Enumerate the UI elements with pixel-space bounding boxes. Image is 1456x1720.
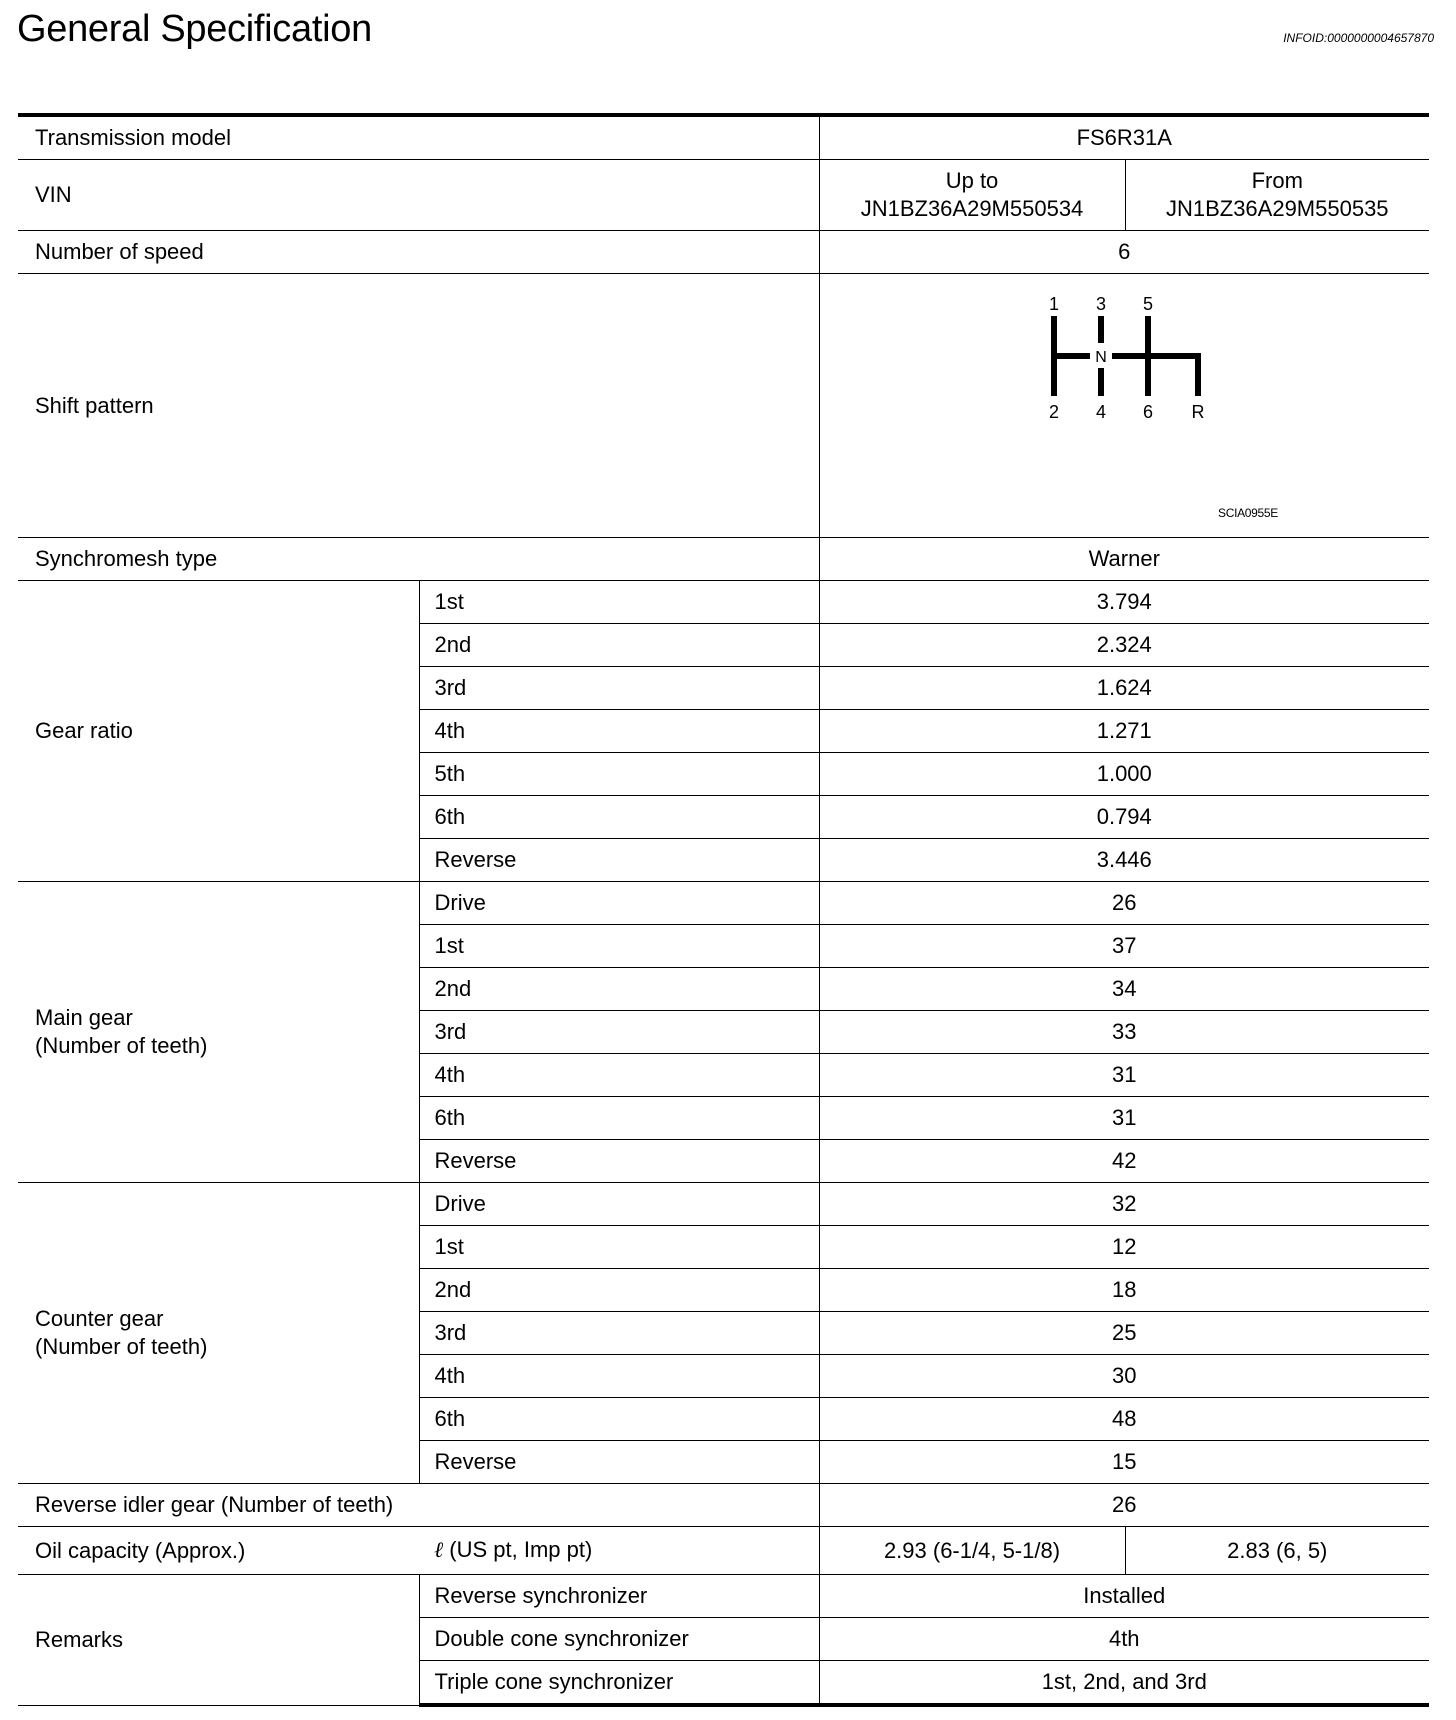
speeds-label: Number of speed	[18, 231, 819, 274]
oil-capacity-from: 2.83 (6, 5)	[1125, 1527, 1429, 1575]
gear-ratio-gear: Reverse	[419, 839, 819, 882]
main-gear-gear: 3rd	[419, 1011, 819, 1054]
main-gear-label-line1: Main gear	[35, 1005, 133, 1030]
gear-ratio-gear: 6th	[419, 796, 819, 839]
gear-ratio-label: Gear ratio	[18, 581, 419, 882]
liter-symbol: ℓ	[434, 1538, 444, 1563]
gear-ratio-gear: 5th	[419, 753, 819, 796]
reverse-idler-value: 26	[819, 1484, 1429, 1527]
gear-label-3: 3	[1096, 294, 1107, 314]
transmission-model-label: Transmission model	[18, 115, 819, 160]
table-row	[18, 882, 1429, 925]
row-synchromesh-type	[18, 538, 1429, 581]
counter-gear-gear: 1st	[419, 1226, 819, 1269]
gear-ratio-value: 3.794	[819, 581, 1429, 624]
main-gear-gear: 6th	[419, 1097, 819, 1140]
gear-ratio-value: 1.271	[819, 710, 1429, 753]
gear-ratio-value: 2.324	[819, 624, 1429, 667]
row-transmission-model	[18, 115, 1429, 160]
oil-capacity-up-to: 2.93 (6-1/4, 5-1/8)	[819, 1527, 1125, 1575]
counter-gear-gear: 2nd	[419, 1269, 819, 1312]
remarks-value: Installed	[819, 1575, 1429, 1618]
counter-gear-gear: 4th	[419, 1355, 819, 1398]
main-gear-gear: Drive	[419, 882, 819, 925]
speeds-value: 6	[819, 231, 1429, 274]
vin-label: VIN	[18, 160, 819, 231]
vin-up-to-label: Up to	[945, 168, 999, 193]
gear-ratio-value: 1.624	[819, 667, 1429, 710]
main-gear-gear: 1st	[419, 925, 819, 968]
gear-ratio-gear: 2nd	[419, 624, 819, 667]
remarks-item: Triple cone synchronizer	[419, 1661, 819, 1706]
main-gear-value: 37	[819, 925, 1429, 968]
gear-label-1: 1	[1049, 294, 1060, 314]
oil-capacity-label: Oil capacity (Approx.)	[18, 1527, 419, 1575]
counter-gear-value: 48	[819, 1398, 1429, 1441]
info-id: INFOID:0000000004657870	[1283, 31, 1434, 45]
counter-gear-value: 18	[819, 1269, 1429, 1312]
page-title: General Specification	[17, 8, 372, 50]
synchromesh-label: Synchromesh type	[18, 538, 819, 581]
remarks-item: Double cone synchronizer	[419, 1618, 819, 1661]
gear-ratio-value: 1.000	[819, 753, 1429, 796]
shift-pattern-cell	[819, 274, 1429, 538]
reverse-idler-label: Reverse idler gear (Number of teeth)	[18, 1484, 819, 1527]
row-vin	[18, 160, 1429, 231]
gear-label-neutral: N	[1095, 349, 1108, 366]
remarks-value: 1st, 2nd, and 3rd	[819, 1661, 1429, 1706]
main-gear-value: 34	[819, 968, 1429, 1011]
counter-gear-label	[18, 1183, 419, 1484]
remarks-label: Remarks	[18, 1575, 419, 1706]
vin-up-to-value: JN1BZ36A29M550534	[860, 196, 1084, 221]
gear-label-reverse: R	[1191, 402, 1205, 422]
counter-gear-label-line2: (Number of teeth)	[35, 1334, 208, 1359]
counter-gear-value: 32	[819, 1183, 1429, 1226]
synchromesh-value: Warner	[819, 538, 1429, 581]
vin-from-cell	[1125, 160, 1429, 231]
remarks-item: Reverse synchronizer	[419, 1575, 819, 1618]
gear-ratio-gear: 3rd	[419, 667, 819, 710]
main-gear-label-line2: (Number of teeth)	[35, 1033, 208, 1058]
gear-label-6: 6	[1143, 402, 1154, 422]
counter-gear-gear: Reverse	[419, 1441, 819, 1484]
main-gear-gear: 4th	[419, 1054, 819, 1097]
transmission-model-value: FS6R31A	[819, 115, 1429, 160]
table-row	[18, 1575, 1429, 1618]
vin-from-label: From	[1251, 168, 1303, 193]
main-gear-value: 31	[819, 1054, 1429, 1097]
shift-pattern-figure	[820, 274, 1430, 537]
main-gear-value: 33	[819, 1011, 1429, 1054]
row-oil-capacity	[18, 1527, 1429, 1575]
gear-label-4: 4	[1096, 402, 1107, 422]
shift-pattern-label: Shift pattern	[18, 274, 819, 538]
remarks-value: 4th	[819, 1618, 1429, 1661]
row-reverse-idler	[18, 1484, 1429, 1527]
counter-gear-value: 25	[819, 1312, 1429, 1355]
counter-gear-gear: 3rd	[419, 1312, 819, 1355]
vin-from-value: JN1BZ36A29M550535	[1165, 196, 1389, 221]
oil-capacity-unit: (US pt, Imp pt)	[449, 1537, 593, 1562]
main-gear-label	[18, 882, 419, 1183]
main-gear-gear: 2nd	[419, 968, 819, 1011]
gear-label-2: 2	[1049, 402, 1060, 422]
figure-code: SCIA0955E	[1218, 506, 1279, 520]
row-number-of-speed	[18, 231, 1429, 274]
gear-label-5: 5	[1143, 294, 1154, 314]
table-row	[18, 581, 1429, 624]
gear-ratio-value: 0.794	[819, 796, 1429, 839]
counter-gear-gear: Drive	[419, 1183, 819, 1226]
table-row	[18, 1183, 1429, 1226]
row-shift-pattern	[18, 274, 1429, 538]
counter-gear-label-line1: Counter gear	[35, 1306, 164, 1331]
counter-gear-value: 12	[819, 1226, 1429, 1269]
main-gear-gear: Reverse	[419, 1140, 819, 1183]
shift-pattern-diagram	[1024, 274, 1224, 434]
main-gear-value: 31	[819, 1097, 1429, 1140]
gear-ratio-gear: 4th	[419, 710, 819, 753]
counter-gear-value: 30	[819, 1355, 1429, 1398]
gear-ratio-value: 3.446	[819, 839, 1429, 882]
gear-ratio-gear: 1st	[419, 581, 819, 624]
specification-table	[18, 113, 1429, 1707]
vin-up-to-cell	[819, 160, 1125, 231]
main-gear-value: 42	[819, 1140, 1429, 1183]
counter-gear-value: 15	[819, 1441, 1429, 1484]
main-gear-value: 26	[819, 882, 1429, 925]
oil-capacity-unit-cell	[419, 1527, 819, 1575]
counter-gear-gear: 6th	[419, 1398, 819, 1441]
